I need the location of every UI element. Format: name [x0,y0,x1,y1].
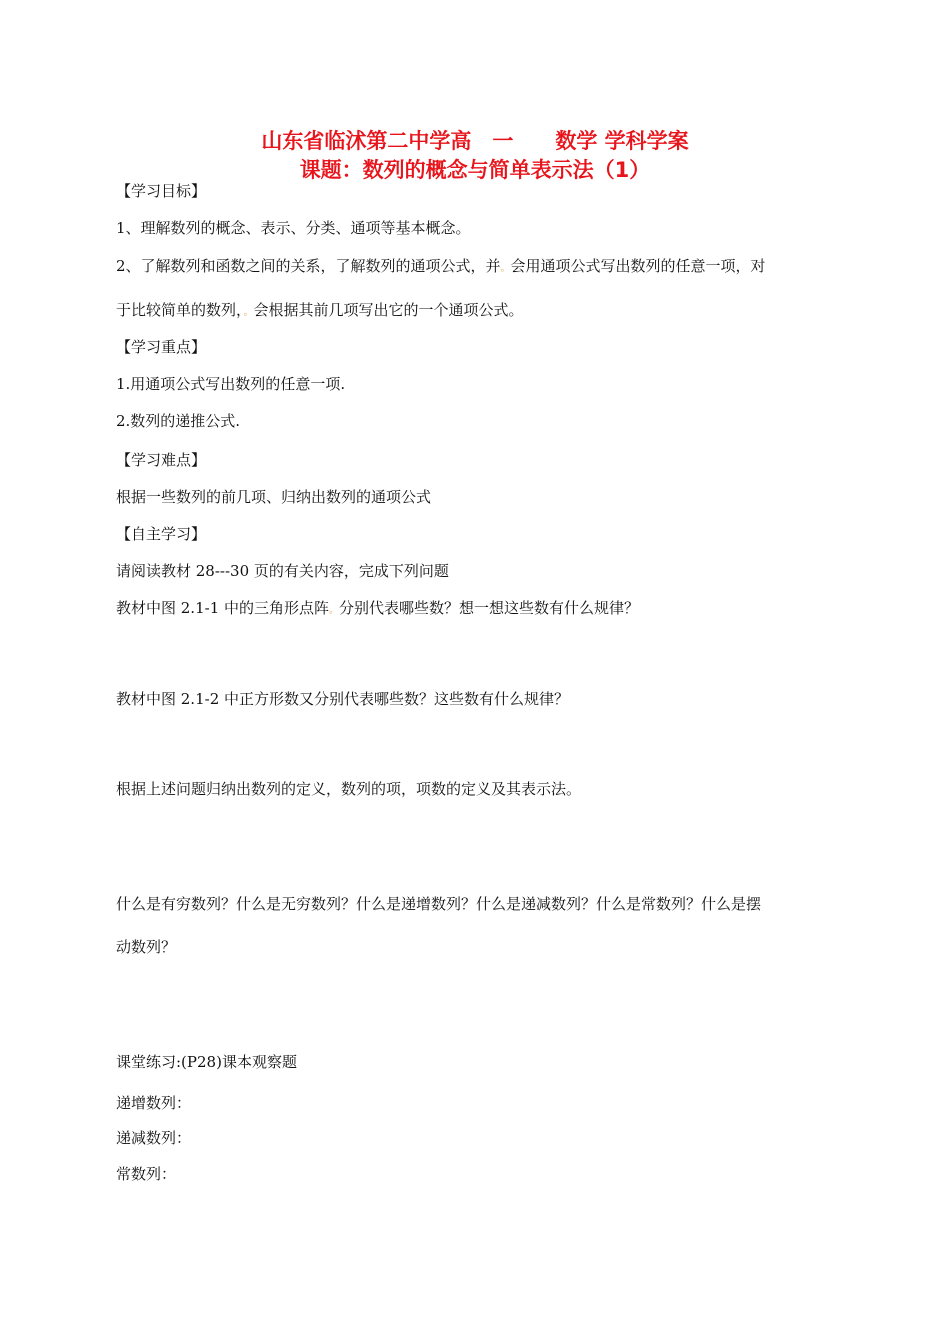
question-4-continued: 动数列？ [116,938,177,956]
key-point-1: 1.用通项公式写出数列的任意一项. [116,375,346,393]
goal-item-2-continued [116,300,524,323]
question-1 [116,598,639,621]
practice-increasing-sequence: 递增数列： [116,1094,192,1112]
goal-item-2 [116,256,766,279]
practice-constant-sequence: 常数列： [116,1165,177,1183]
annotation-mark: 。 [500,263,511,274]
self-study-heading: 【自主学习】 [116,525,207,543]
key-points-heading: 【学习重点】 [116,338,207,356]
practice-heading: 课堂练习:(P28)课本观察题 [116,1053,297,1071]
question-4: 什么是有穷数列？什么是无穷数列？什么是递增数列？什么是递减数列？什么是常数列？什么是摆 [116,895,762,913]
annotation-mark: 。 [329,605,340,616]
goal-item-2-text-a: 2、了解数列和函数之间的关系，了解数列的通项公式，并 [116,257,501,275]
goal-item-2-text-d: 会根据其前几项写出它的一个通项公式。 [253,301,524,319]
question-3: 根据上述问题归纳出数列的定义，数列的项，项数的定义及其表示法。 [116,780,582,798]
document-title: 山东省临沭第二中学高 一 数学 学科学案 [261,129,689,153]
practice-decreasing-sequence: 递减数列： [116,1129,192,1147]
question-2: 教材中图 2.1-2 中正方形数又分别代表哪些数？这些数有什么规律？ [116,690,570,708]
difficulty-item: 根据一些数列的前几项、归纳出数列的通项公式 [116,488,432,506]
question-1-text-b: 分别代表哪些数？想一想这些数有什么规律？ [339,599,640,617]
difficulty-heading: 【学习难点】 [116,451,207,469]
lesson-topic: 课题：数列的概念与简单表示法（1） [299,158,651,182]
goal-item-1: 1、理解数列的概念、表示、分类、通项等基本概念。 [116,219,471,237]
annotation-mark: 。 [243,307,254,318]
goals-heading: 【学习目标】 [116,182,207,200]
goal-item-2-text-b: 会用通项公式写出数列的任意一项，对 [510,257,766,275]
goal-item-2-text-c: 于比较简单的数列， [116,301,244,319]
key-point-2: 2.数列的递推公式. [116,412,241,430]
question-1-text-a: 教材中图 2.1-1 中的三角形点阵 [116,599,330,617]
self-study-intro: 请阅读教材 28---30 页的有关内容，完成下列问题 [116,562,449,580]
